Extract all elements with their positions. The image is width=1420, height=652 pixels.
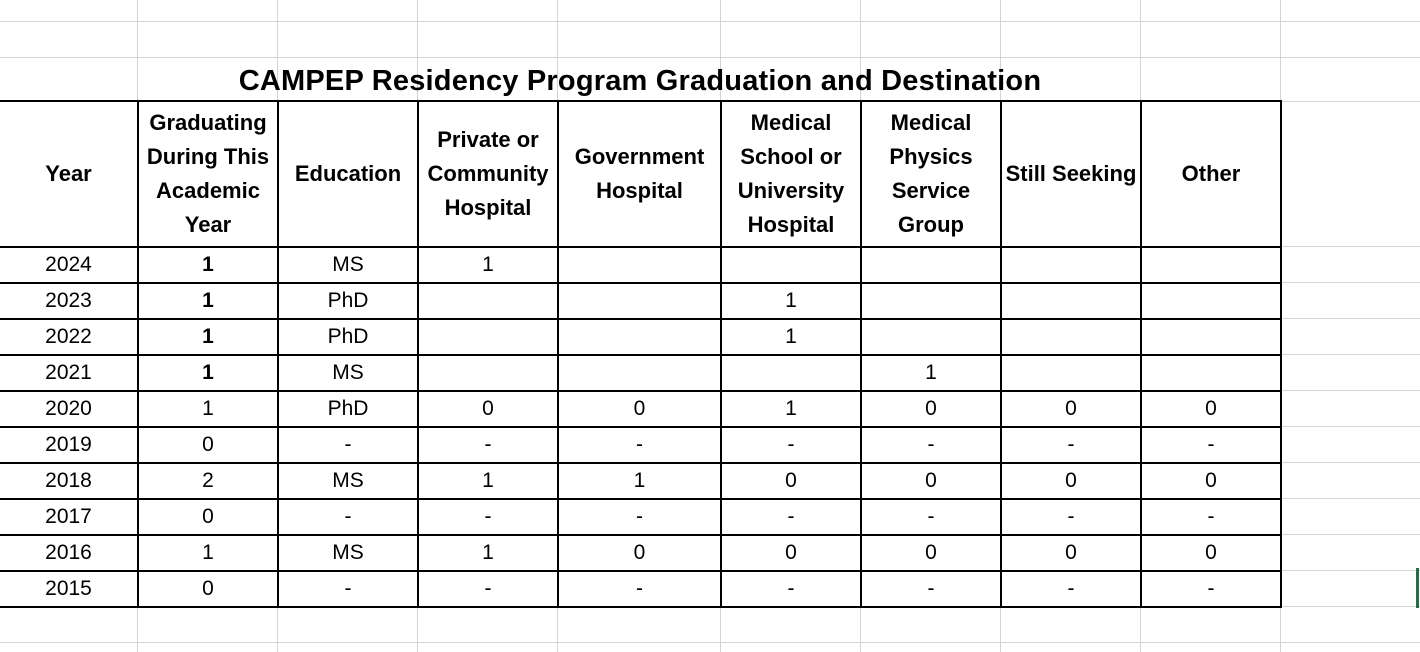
header-row [0,101,1281,247]
cell-other[interactable]: - [1141,499,1281,535]
cell-government[interactable] [558,247,721,283]
cell-other[interactable]: 0 [1141,391,1281,427]
cell-still-seeking[interactable]: - [1001,427,1141,463]
cell-year[interactable]: 2019 [0,427,138,463]
cell-still-seeking[interactable]: 0 [1001,391,1141,427]
cell-medical-school[interactable]: 0 [721,535,861,571]
header-text: Private or [437,127,539,152]
table-row [0,283,1281,319]
header-text: During This [146,144,270,169]
cell-private[interactable]: 1 [418,463,558,499]
cell-education[interactable]: PhD [278,319,418,355]
cell-graduating[interactable]: 1 [138,355,278,391]
cell-medical-school[interactable] [721,355,861,391]
cell-private[interactable] [418,319,558,355]
cell-physics-group[interactable]: 0 [861,391,1001,427]
header-cell-government[interactable] [558,101,721,247]
cell-graduating[interactable]: 1 [138,391,278,427]
cell-physics-group[interactable]: - [861,427,1001,463]
cell-private[interactable] [418,355,558,391]
cell-education[interactable]: MS [278,535,418,571]
header-text: Hospital [747,212,835,237]
header-text: Group [898,212,964,237]
cell-other[interactable] [1141,355,1281,391]
cell-year[interactable]: 2023 [0,283,138,319]
header-text: Government [574,144,705,169]
table-row [0,427,1281,463]
header-cell-year[interactable] [0,101,138,247]
cell-other[interactable]: 0 [1141,463,1281,499]
table-row [0,535,1281,571]
cell-year[interactable]: 2016 [0,535,138,571]
table-row [0,571,1281,607]
cell-government[interactable]: - [558,427,721,463]
header-text: University [737,178,845,203]
cell-private[interactable]: 1 [418,247,558,283]
sheet-title[interactable]: CAMPEP Residency Program Graduation and Destination [238,65,1042,97]
cell-education[interactable]: MS [278,463,418,499]
cell-physics-group[interactable]: 0 [861,535,1001,571]
header-cell-medical-school[interactable] [721,101,861,247]
table-row [0,391,1281,427]
cell-government[interactable]: 1 [558,463,721,499]
header-text: Medical [890,110,972,135]
cell-private[interactable] [418,283,558,319]
cell-still-seeking[interactable] [1001,247,1141,283]
table-row [0,319,1281,355]
header-text: Community [427,161,549,186]
cell-graduating[interactable]: 1 [138,319,278,355]
cell-other[interactable] [1141,283,1281,319]
cell-government[interactable] [558,355,721,391]
table-row [0,463,1281,499]
cell-government[interactable] [558,283,721,319]
header-cell-other[interactable] [1141,101,1281,247]
header-cell-education[interactable] [278,101,418,247]
cell-private[interactable]: - [418,499,558,535]
cell-government[interactable]: - [558,571,721,607]
cell-private[interactable]: 1 [418,535,558,571]
cell-government[interactable] [558,319,721,355]
header-text: Other [1181,161,1241,186]
header-text: Still Seeking [1005,161,1137,186]
cell-year[interactable]: 2018 [0,463,138,499]
header-text: Hospital [596,178,683,203]
header-text: School or [740,144,842,169]
header-text: Academic [156,178,260,203]
cell-education[interactable]: MS [278,247,418,283]
cell-private[interactable]: - [418,427,558,463]
data-table [0,100,1282,608]
header-text: Year [184,212,232,237]
header-text: Year [45,161,92,186]
table-row [0,247,1281,283]
cell-medical-school[interactable]: 0 [721,463,861,499]
cell-year[interactable]: 2022 [0,319,138,355]
cell-education[interactable]: - [278,499,418,535]
cell-government[interactable]: 0 [558,391,721,427]
cell-physics-group[interactable]: 1 [861,355,1001,391]
table-row [0,355,1281,391]
header-cell-private[interactable] [418,101,558,247]
cell-year[interactable]: 2015 [0,571,138,607]
cell-education[interactable]: PhD [278,283,418,319]
gridline [0,642,1420,643]
cell-government[interactable]: - [558,499,721,535]
cell-still-seeking[interactable] [1001,355,1141,391]
cell-private[interactable]: - [418,571,558,607]
cell-other[interactable]: - [1141,427,1281,463]
cell-still-seeking[interactable] [1001,283,1141,319]
cell-year[interactable]: 2017 [0,499,138,535]
header-cell-graduating[interactable] [138,101,278,247]
header-text: Medical [750,110,832,135]
cell-graduating[interactable]: 0 [138,427,278,463]
selection-edge-marker [1416,568,1419,608]
cell-private[interactable]: 0 [418,391,558,427]
header-text: Education [294,161,402,186]
cell-medical-school[interactable]: 1 [721,319,861,355]
cell-physics-group[interactable]: - [861,499,1001,535]
cell-medical-school[interactable]: 1 [721,391,861,427]
cell-graduating[interactable]: 1 [138,283,278,319]
header-text: Service [891,178,971,203]
cell-year[interactable]: 2020 [0,391,138,427]
cell-medical-school[interactable]: - [721,571,861,607]
cell-physics-group[interactable]: 0 [861,463,1001,499]
cell-other[interactable]: 0 [1141,535,1281,571]
cell-education[interactable]: PhD [278,391,418,427]
cell-other[interactable]: - [1141,571,1281,607]
cell-medical-school[interactable]: 1 [721,283,861,319]
cell-still-seeking[interactable]: 0 [1001,535,1141,571]
cell-other[interactable] [1141,247,1281,283]
cell-physics-group[interactable]: - [861,571,1001,607]
header-text: Physics [889,144,973,169]
gridline [0,21,1420,22]
cell-physics-group[interactable] [861,319,1001,355]
header-text: Hospital [444,195,532,220]
cell-graduating[interactable]: 0 [138,499,278,535]
header-text: Graduating [149,110,267,135]
cell-year[interactable]: 2024 [0,247,138,283]
cell-graduating[interactable]: 0 [138,571,278,607]
cell-still-seeking[interactable] [1001,319,1141,355]
cell-education[interactable]: - [278,571,418,607]
cell-education[interactable]: MS [278,355,418,391]
cell-still-seeking[interactable]: 0 [1001,463,1141,499]
cell-government[interactable]: 0 [558,535,721,571]
cell-other[interactable] [1141,319,1281,355]
cell-physics-group[interactable] [861,283,1001,319]
gridline [0,57,1420,58]
cell-education[interactable]: - [278,427,418,463]
header-cell-physics-group[interactable] [861,101,1001,247]
cell-graduating[interactable]: 2 [138,463,278,499]
cell-graduating[interactable]: 1 [138,535,278,571]
cell-medical-school[interactable]: - [721,427,861,463]
cell-still-seeking[interactable]: - [1001,499,1141,535]
cell-medical-school[interactable] [721,247,861,283]
header-cell-still-seeking[interactable] [1001,101,1141,247]
cell-graduating[interactable]: 1 [138,247,278,283]
cell-year[interactable]: 2021 [0,355,138,391]
cell-still-seeking[interactable]: - [1001,571,1141,607]
table-row [0,499,1281,535]
cell-physics-group[interactable] [861,247,1001,283]
cell-medical-school[interactable]: - [721,499,861,535]
